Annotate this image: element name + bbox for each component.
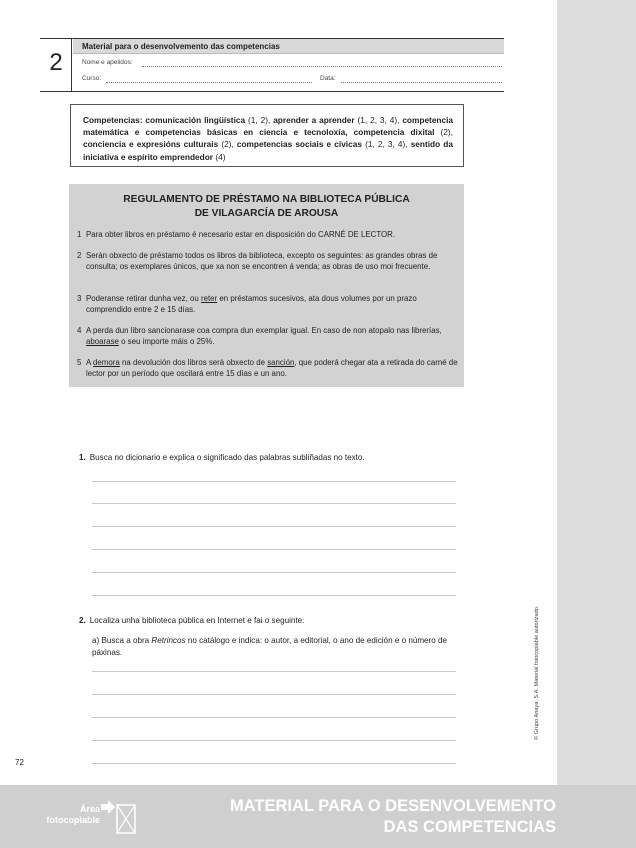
question-2: 2. Localiza unha biblioteca pública en Internet e fai o seguinte: [79, 616, 305, 625]
answer-line[interactable] [92, 595, 456, 596]
rule-item: 4 A perda dun libro sancionarase coa compra dun exemplar igual. En caso de non atopalo nas librerías, aboarase o seu importe máis o 25%. [77, 326, 442, 346]
competencies-box: Competencias: comunicación lingüística (1, 2), aprender a aprender (1, 2, 3, 4), competencia matemática e competencias básicas en ciencia e tecnoloxía, competencia dixital (2), conciencia e expresións culturais (2), competencias sociais e cívicas (1, 2, 3, 4), sentido da iniciativa e espírito emprendedor (4) [70, 104, 464, 167]
header-title: Material para o desenvolvemento das competencias [82, 42, 280, 51]
answer-line[interactable] [92, 740, 456, 741]
underlined-word: aboarase [86, 337, 119, 346]
regulations-title: REGULAMENTO DE PRÉSTAMO NA BIBLIOTECA PÚBLICA DE VILAGARCÍA DE AROUSA [123, 194, 410, 219]
regulations-box [69, 184, 464, 387]
answer-line[interactable] [92, 694, 456, 695]
unit-number-box [40, 39, 72, 91]
rule-item: 1 Para obter libros en préstamo é necesario estar en disposición do CARNÉ DE LECTOR. [77, 230, 396, 239]
name-label: Nome e apelidos: [82, 59, 133, 66]
copyright-notice: © Grupo Anaya, S.A. Material fotocopiable autorizado. [534, 605, 540, 740]
question-2a: a) Busca a obra Retrincos no catálogo e indica: o autor, a editorial, o ano de edición e o número de páxinas. [92, 636, 448, 657]
question-1: 1. Busca no dicionario e explica o significado das palabras subliñadas no texto. [79, 453, 365, 462]
answer-line[interactable] [92, 763, 456, 764]
date-field[interactable] [341, 82, 502, 83]
answer-line[interactable] [92, 717, 456, 718]
answer-line[interactable] [92, 572, 456, 573]
photocopiable-area-label: Área fotocopiable [46, 804, 100, 825]
underlined-word: demora [93, 358, 120, 367]
answer-line[interactable] [92, 671, 456, 672]
rule-item: 2 Serán obxecto de préstamo todos os libros da biblioteca, excepto os seguintes: as grandes obras de consulta; os exemplares únicos, que xa non se encontren á venda; as obras de uso moi frecuente. [77, 251, 438, 271]
underlined-word: sanción [267, 358, 295, 367]
course-field[interactable] [106, 82, 312, 83]
answer-line[interactable] [92, 549, 456, 550]
date-label: Data: [320, 75, 336, 82]
answer-line[interactable] [92, 526, 456, 527]
underlined-word: reter [200, 294, 218, 303]
answer-line[interactable] [92, 481, 456, 482]
unit-number: 2 [49, 49, 63, 76]
rule-item: 3 Poderanse retirar dunha vez, ou reter en préstamos sucesivos, ata dous volumes por un prazo comprendido entre 2 e 15 días. [77, 294, 417, 314]
photocopy-icon [116, 804, 136, 834]
page-number: 72 [15, 758, 24, 767]
right-margin-band [557, 0, 636, 785]
arrow-right-icon [100, 800, 116, 814]
name-field[interactable] [142, 66, 502, 67]
footer-title: MATERIAL PARA O DESENVOLVEMENTO DAS COMPETENCIAS [229, 797, 556, 836]
header-title-band [73, 39, 504, 54]
rule-item: 5 A demora na devolución dos libros será obxecto de sanción, que poderá chegar ata a retirada do carné de lector por un período que oscilará entre 15 días e un ano. [77, 358, 458, 378]
course-label: Curso: [82, 75, 102, 82]
answer-line[interactable] [92, 503, 456, 504]
